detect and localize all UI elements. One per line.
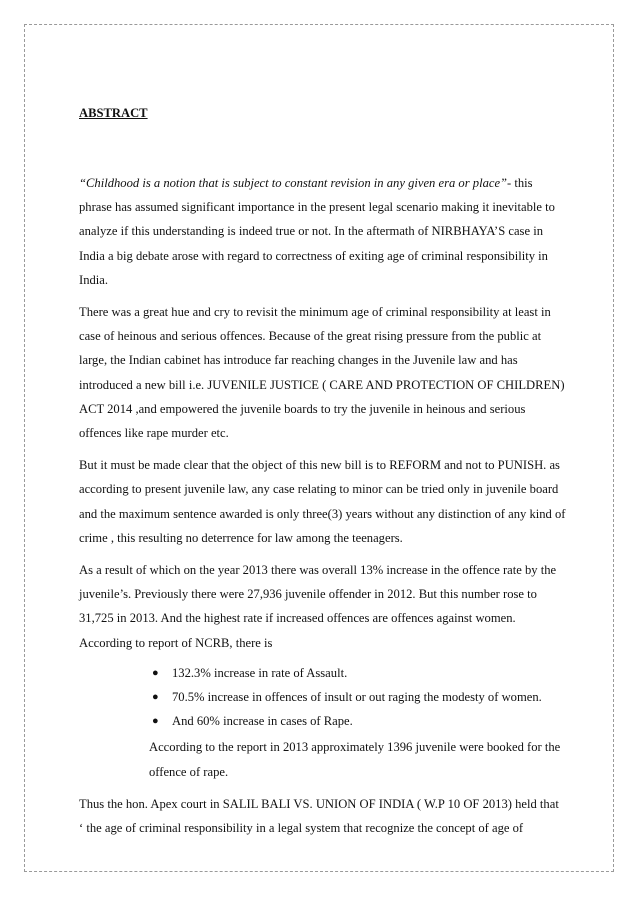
paragraph-public-outcry: There was a great hue and cry to revisit the minimum age of criminal responsibility at least in case of heinous and serious offences. Because of the great rising pressure from the public at large, the Indian cabinet has introduce far reaching changes in the Juvenile law and has introduced a new bill i.e. JUVENILE JUSTICE ( CARE AND PROTECTION OF CHILDREN) ACT 2014 ,and empowered the juvenile boards to try the juvenile in heinous and serious offences like rape murder etc. — [79, 305, 565, 441]
paragraph-rape-report: According to the report in 2013 approximately 1396 juvenile were booked for the offence of rape. — [149, 740, 561, 779]
list-item: ● And 60% increase in cases of Rape. — [79, 709, 566, 733]
list-item: ● 70.5% increase in offences of insult or out raging the modesty of women. — [79, 685, 566, 709]
intro-text: - this phrase has assumed significant importance in the present legal scenario making it inevitable to analyze if this understanding is indeed true or not. In the aftermath of NIRBHAYA’S case in India a big debate arose with regard to correctness of exiting age of criminal responsibility in India. — [79, 176, 555, 287]
list-item: ● 132.3% increase in rate of Assault. — [79, 661, 566, 685]
document-body — [79, 101, 566, 848]
bullet-icon: ● — [152, 715, 159, 728]
abstract-heading: ABSTRACT — [79, 106, 148, 120]
paragraph-intro — [79, 171, 566, 292]
bullet-icon: ● — [152, 691, 159, 704]
bullet-icon: ● — [152, 666, 159, 679]
paragraph-statistics: As a result of which on the year 2013 there was overall 13% increase in the offence rate by the juvenile’s. Previously there were 27,936 juvenile offender in 2012. But this number rose to 31,725 in 2013. And the highest rate if increased offences are offences against women. According to report of NCRB, there is — [79, 563, 557, 650]
paragraph-bill-object: But it must be made clear that the object of this new bill is to REFORM and not to PUNISH. as according to present juvenile law, any case relating to minor can be tried only in juvenile board and the maximum sentence awarded is only three(3) years without any distinction of any kind of crime , this resulting no deterrence for law among the teenagers. — [79, 458, 566, 545]
opening-quote: “Childhood is a notion that is subject to constant revision in any given era or place” — [79, 176, 508, 190]
paragraph-court-ruling: Thus the hon. Apex court in SALIL BALI VS. UNION OF INDIA ( W.P 10 OF 2013) held that ‘ the age of criminal responsibility in a legal system that recognize the concept of age of — [79, 796, 559, 836]
statistics-list — [79, 661, 566, 734]
